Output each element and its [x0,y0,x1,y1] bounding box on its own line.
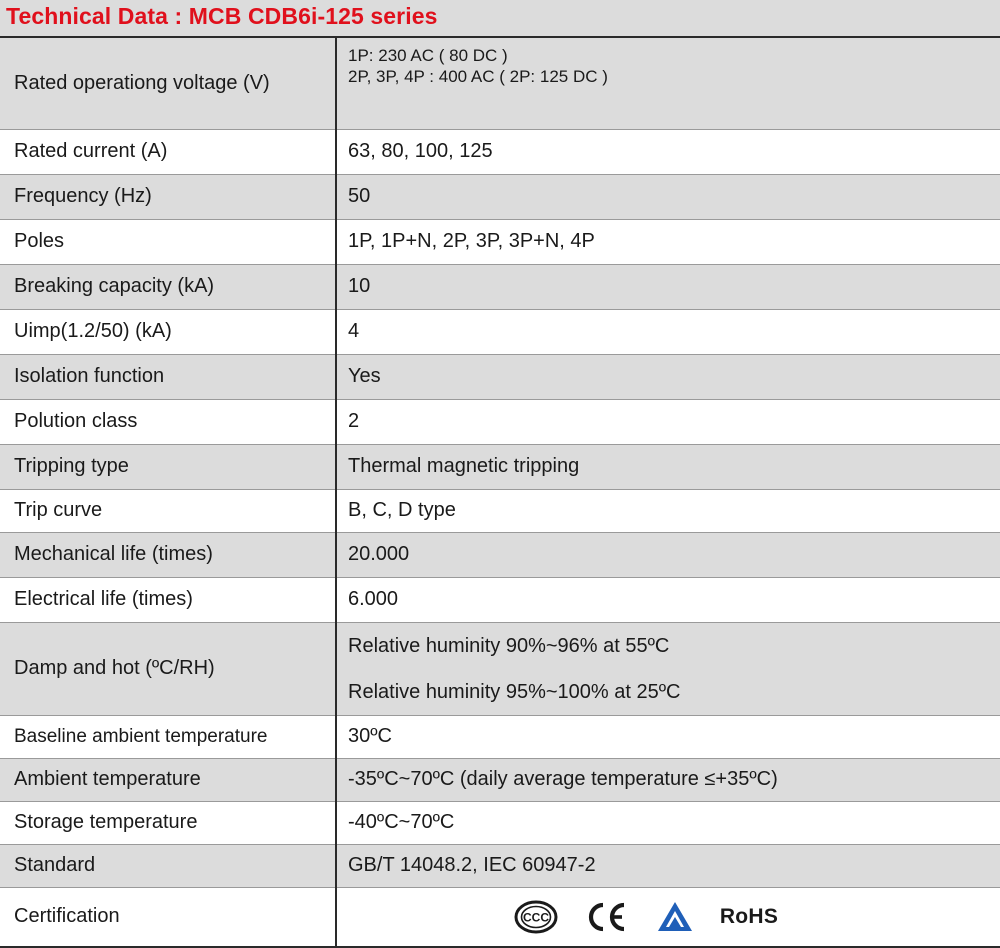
row-label: Mechanical life (times) [0,532,336,577]
ccc-mark-icon [514,900,558,934]
row-value: 50 [336,174,1000,219]
table-row [0,129,1000,174]
table-row [0,309,1000,354]
table-row [0,399,1000,444]
table-row [0,532,1000,577]
table-row [0,758,1000,801]
row-value [336,37,1000,129]
row-label: Rated current (A) [0,129,336,174]
row-label: Frequency (Hz) [0,174,336,219]
row-label: Rated operationg voltage (V) [0,37,336,129]
row-label: Uimp(1.2/50) (kA) [0,309,336,354]
voltage-line-2: 2P, 3P, 4P : 400 AC ( 2P: 125 DC ) [348,67,608,86]
row-label: Baseline ambient temperature [0,715,336,758]
damp-line-1: Relative huminity 90%~96% at 55ºC [348,634,670,657]
rohs-mark-text: RoHS [719,904,779,928]
row-label: Damp and hot (ºC/RH) [0,622,336,715]
table-row [0,354,1000,399]
certification-logos [336,887,1000,947]
table-row [0,444,1000,489]
row-value: 10 [336,264,1000,309]
ce-mark-icon [584,900,630,934]
table-row [0,622,1000,715]
table-row [0,219,1000,264]
page-title: Technical Data : MCB CDB6i-125 series [6,3,438,29]
row-value: 20.000 [336,532,1000,577]
row-value: 30ºC [336,715,1000,758]
row-label: Ambient temperature [0,758,336,801]
row-label: Trip curve [0,489,336,532]
row-label: Poles [0,219,336,264]
row-label: Polution class [0,399,336,444]
voltage-line-1: 1P: 230 AC ( 80 DC ) [348,46,508,65]
triangle-cert-mark-icon [656,900,694,934]
table-row [0,801,1000,844]
table-row [0,37,1000,129]
row-label: Breaking capacity (kA) [0,264,336,309]
row-value: 2 [336,399,1000,444]
row-label: Standard [0,844,336,887]
table-row [0,489,1000,532]
rohs-mark [720,905,778,929]
table-row [0,577,1000,622]
row-value: Thermal magnetic tripping [336,444,1000,489]
table-row [0,887,1000,947]
technical-data-table [0,36,1000,948]
row-value: -40ºC~70ºC [336,801,1000,844]
row-value [336,622,1000,715]
row-label: Storage temperature [0,801,336,844]
damp-line-2: Relative huminity 95%~100% at 25ºC [348,680,681,703]
row-value: B, C, D type [336,489,1000,532]
row-value: GB/T 14048.2, IEC 60947-2 [336,844,1000,887]
row-value: Yes [336,354,1000,399]
table-row [0,715,1000,758]
row-value: 4 [336,309,1000,354]
row-label: Electrical life (times) [0,577,336,622]
row-value: -35ºC~70ºC (daily average temperature ≤+35ºC) [336,758,1000,801]
row-value: 6.000 [336,577,1000,622]
table-row [0,844,1000,887]
row-value: 1P, 1P+N, 2P, 3P, 3P+N, 4P [336,219,1000,264]
ccc-mark-text: CCC [522,910,549,925]
row-label: Tripping type [0,444,336,489]
row-label: Certification [0,887,336,947]
title-bar [0,0,1000,36]
row-label: Isolation function [0,354,336,399]
table-row [0,264,1000,309]
row-value: 63, 80, 100, 125 [336,129,1000,174]
table-row [0,174,1000,219]
